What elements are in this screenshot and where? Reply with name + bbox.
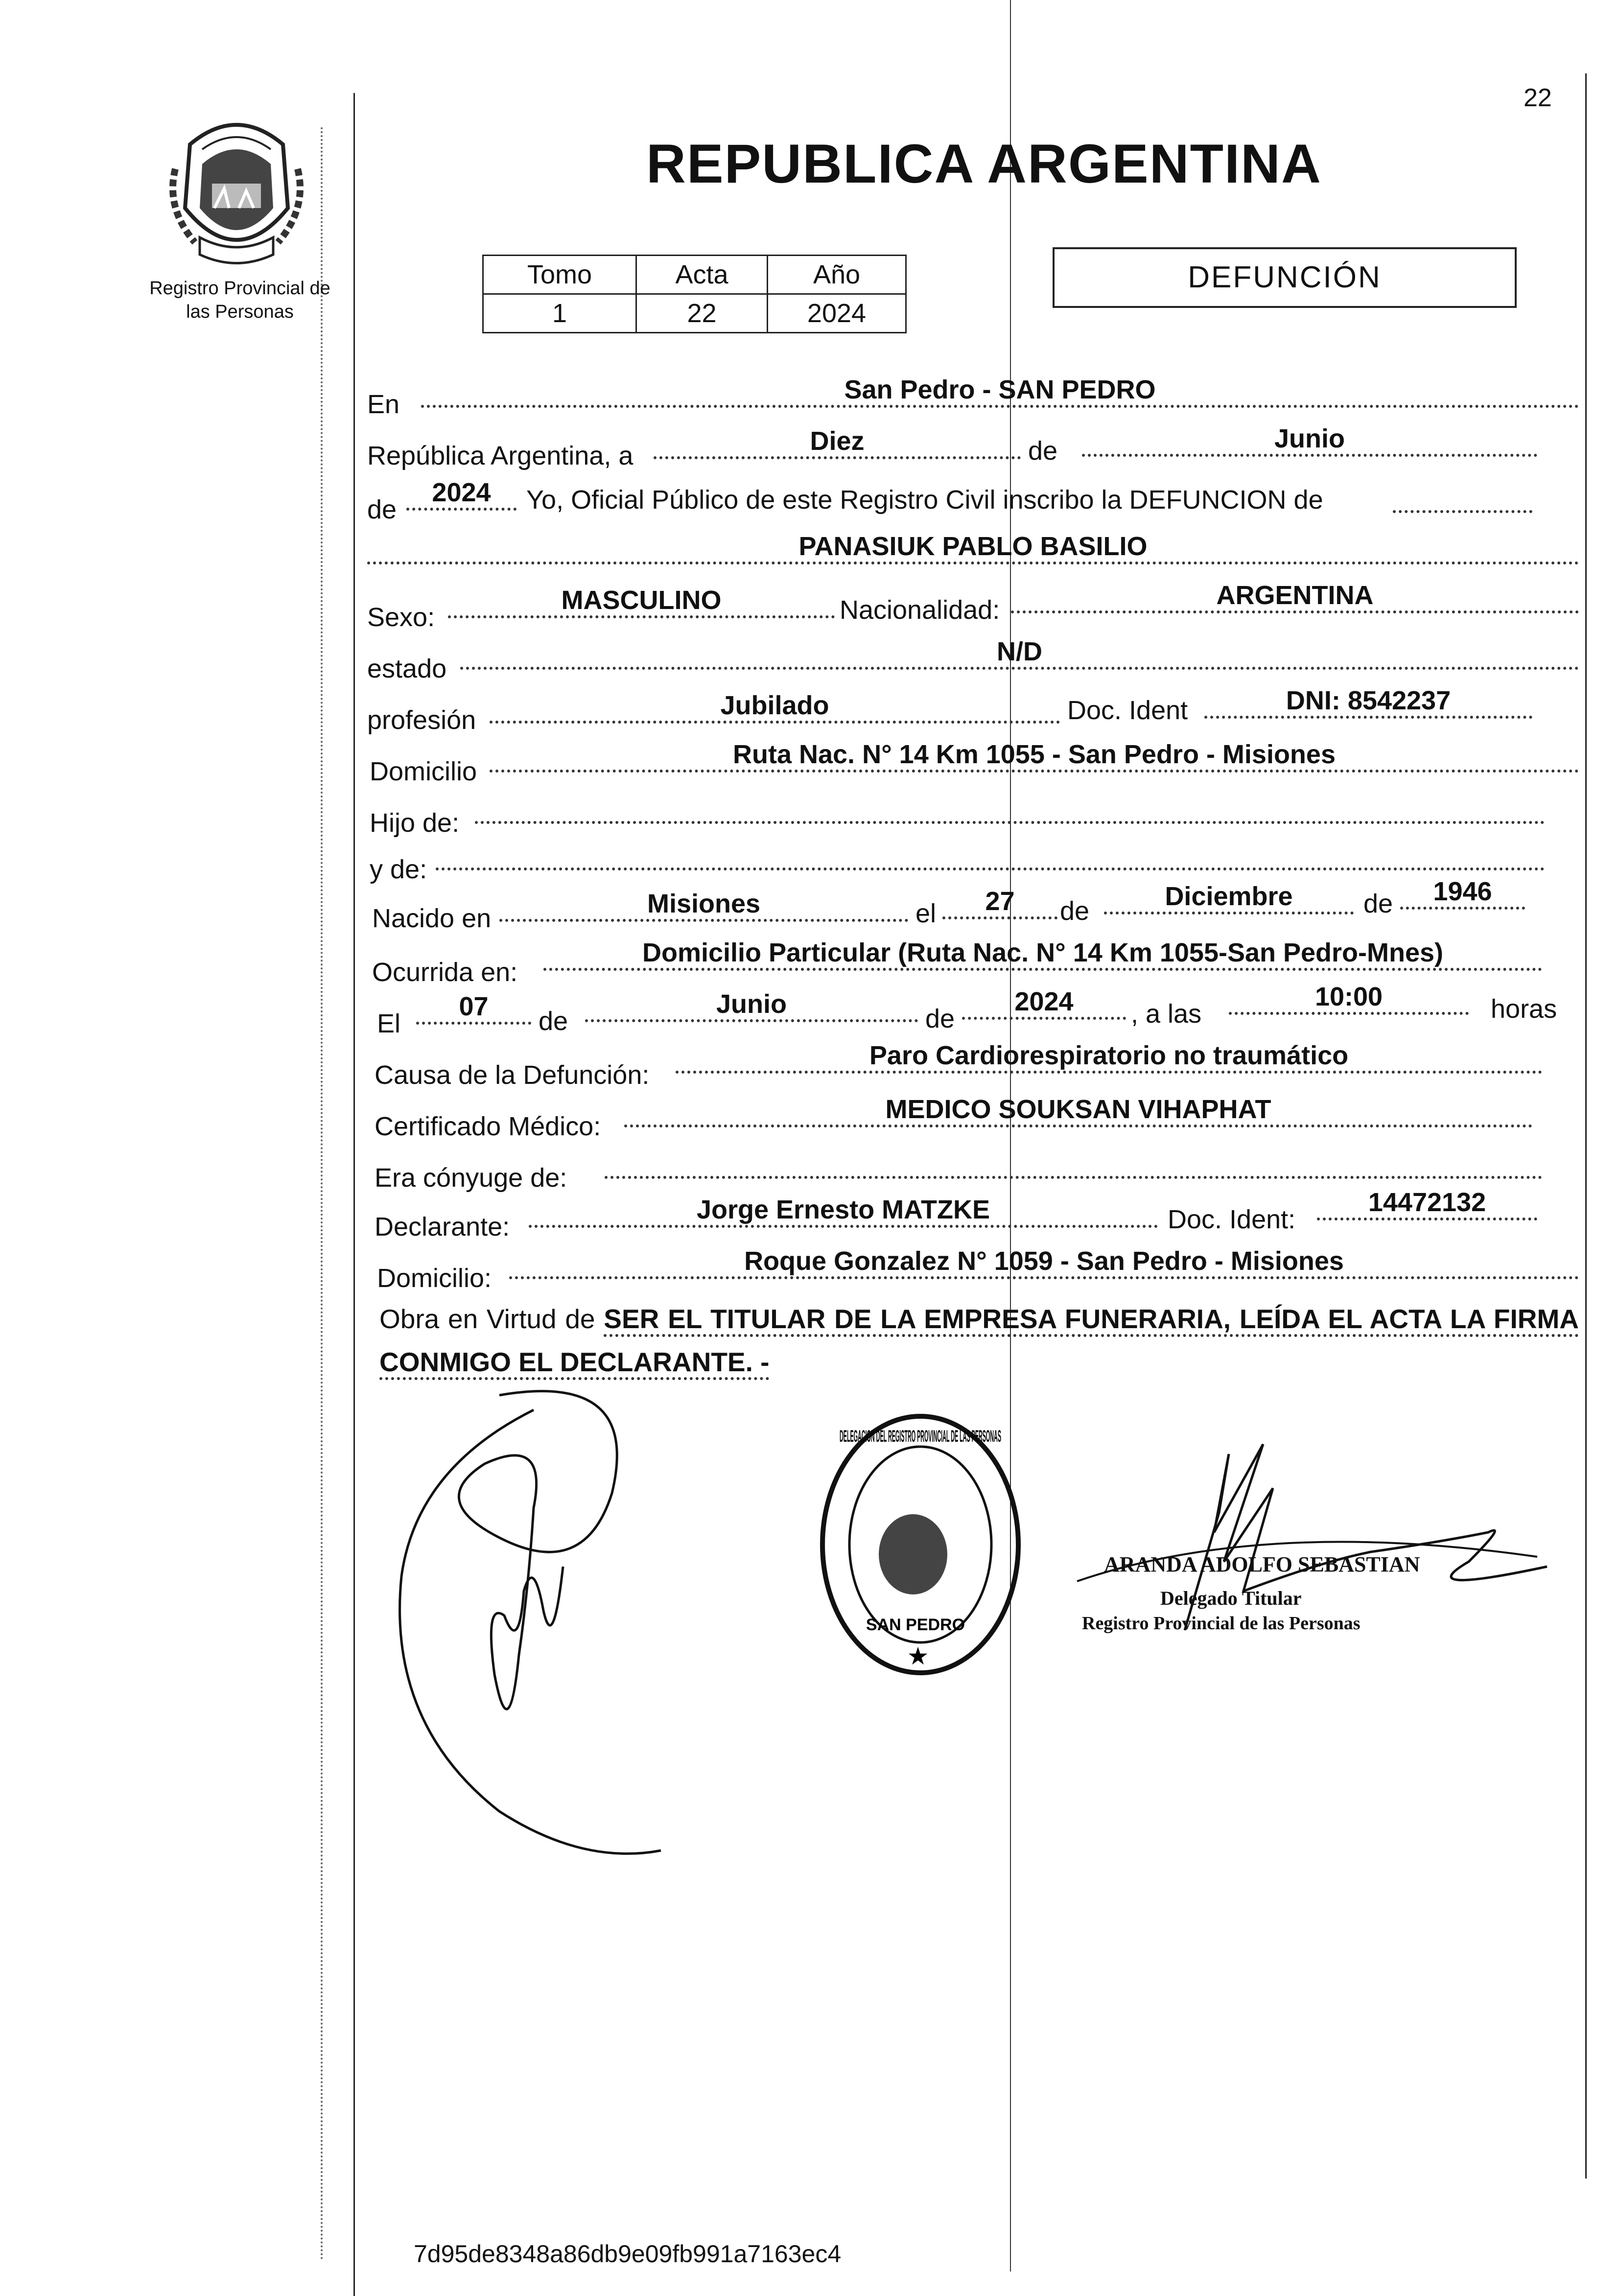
def-dia-field: 07 bbox=[416, 991, 531, 1025]
declarante-field: Jorge Ernesto MATZKE bbox=[529, 1195, 1158, 1228]
right-margin-rule bbox=[1585, 73, 1587, 2179]
oficial-text: Yo, Oficial Público de este Registro Civil inscribo la DEFUNCION de bbox=[526, 485, 1323, 515]
tomo-value: 1 bbox=[483, 294, 636, 333]
doc-label: Doc. Ident bbox=[1067, 696, 1188, 725]
left-margin-rule bbox=[353, 93, 355, 2296]
provincial-seal-icon bbox=[156, 110, 317, 272]
hora-field: 10:00 bbox=[1229, 982, 1469, 1015]
def-anio-field: 2024 bbox=[962, 986, 1126, 1020]
domicilio-label: Domicilio bbox=[370, 757, 477, 786]
de6-label: de bbox=[925, 1004, 955, 1033]
nac-dia-field: 27 bbox=[942, 886, 1057, 919]
de2-label: de bbox=[367, 495, 397, 524]
en-label: En bbox=[367, 390, 400, 419]
registrar-role: Delegado Titular bbox=[1160, 1587, 1302, 1609]
document-title: REPUBLICA ARGENTINA bbox=[646, 133, 1322, 194]
declarant-signature bbox=[387, 1381, 661, 1870]
registrar-name: ARANDA ADOLFO SEBASTIAN bbox=[1104, 1552, 1420, 1576]
obra-label: Obra en Virtud de bbox=[379, 1304, 595, 1334]
certificado-label: Certificado Médico: bbox=[375, 1112, 601, 1141]
de5-label: de bbox=[539, 1007, 568, 1036]
declarante-label: Declarante: bbox=[375, 1212, 510, 1242]
nac-anio-field: 1946 bbox=[1400, 876, 1525, 910]
registrar-org: Registro Provincial de las Personas bbox=[1082, 1613, 1361, 1634]
tomo-header: Tomo bbox=[483, 256, 636, 294]
stamp-ring-text: DELEGACION DEL REGISTRO PROVINCIAL DE LAS PERSONAS bbox=[840, 1427, 1001, 1446]
estado-label: estado bbox=[367, 654, 447, 683]
ocurrida-field: Domicilio Particular (Ruta Nac. N° 14 Km 1055-San Pedro-Mnes) bbox=[543, 937, 1542, 971]
registry-label-line2: las Personas bbox=[186, 302, 294, 322]
ocurrida-label: Ocurrida en: bbox=[372, 958, 518, 987]
domicilio2-label: Domicilio: bbox=[377, 1264, 492, 1293]
nac-mes-field: Diciembre bbox=[1104, 881, 1354, 914]
obra-field: SER EL TITULAR DE LA EMPRESA FUNERARIA, LEÍDA EL ACTA LA FIRMA CONMIGO EL DECLARANTE. - bbox=[379, 1304, 1579, 1380]
yde-field bbox=[436, 837, 1545, 870]
registry-label-line1: Registro Provincial de bbox=[149, 278, 330, 299]
record-type-box: DEFUNCIÓN bbox=[1053, 247, 1517, 308]
hijo-field bbox=[475, 791, 1545, 824]
page-number: 22 bbox=[1524, 84, 1552, 112]
conyuge-label: Era cónyuge de: bbox=[375, 1163, 567, 1193]
domicilio2-field: Roque Gonzalez N° 1059 - San Pedro - Misiones bbox=[509, 1246, 1579, 1279]
doc2-field: 14472132 bbox=[1317, 1187, 1537, 1220]
nacido-field: Misiones bbox=[499, 889, 908, 922]
el-label: el bbox=[915, 899, 937, 928]
anio-value: 2024 bbox=[768, 294, 906, 333]
certificado-field: MEDICO SOUKSAN VIHAPHAT bbox=[624, 1094, 1532, 1127]
sexo-label: Sexo: bbox=[367, 603, 435, 632]
mes-field: Junio bbox=[1082, 423, 1537, 457]
document-hash: 7d95de8348a86db9e09fb991a7163ec4 bbox=[414, 2240, 842, 2268]
anio-header: Año bbox=[768, 256, 906, 294]
registrar-block bbox=[1082, 1552, 1420, 1634]
oficial-tail-field bbox=[1393, 480, 1532, 513]
de3-label: de bbox=[1060, 896, 1090, 926]
yde-label: y de: bbox=[370, 855, 427, 884]
center-fold-line bbox=[1010, 0, 1011, 2272]
obra-en-virtud bbox=[379, 1297, 1579, 1383]
nacido-label: Nacido en bbox=[372, 904, 492, 933]
profesion-field: Jubilado bbox=[490, 690, 1060, 724]
official-stamp bbox=[815, 1407, 1026, 1682]
horas-label: horas bbox=[1491, 994, 1557, 1024]
registry-label bbox=[137, 277, 343, 324]
profesion-label: profesión bbox=[367, 705, 476, 735]
de-label: de bbox=[1028, 436, 1058, 466]
de4-label: de bbox=[1363, 889, 1393, 918]
estado-field: N/D bbox=[460, 636, 1579, 670]
acta-value: 22 bbox=[636, 294, 768, 333]
en-field: San Pedro - SAN PEDRO bbox=[421, 375, 1579, 408]
causa-label: Causa de la Defunción: bbox=[375, 1060, 650, 1090]
domicilio-field: Ruta Nac. N° 14 Km 1055 - San Pedro - Misiones bbox=[490, 739, 1579, 773]
hijo-label: Hijo de: bbox=[370, 808, 460, 838]
stamp-center-text: SAN PEDRO bbox=[866, 1616, 965, 1634]
record-table bbox=[482, 255, 907, 333]
binding-perforation bbox=[321, 127, 323, 2262]
alas-label: , a las bbox=[1131, 999, 1202, 1029]
anio-field: 2024 bbox=[406, 477, 516, 511]
nombre-field: PANASIUK PABLO BASILIO bbox=[367, 531, 1579, 564]
el2-label: El bbox=[377, 1009, 401, 1038]
doc-field: DNI: 8542237 bbox=[1204, 685, 1532, 719]
conyuge-field bbox=[605, 1146, 1542, 1179]
republica-label: República Argentina, a bbox=[367, 441, 634, 470]
nacionalidad-field: ARGENTINA bbox=[1011, 580, 1579, 613]
nacionalidad-label: Nacionalidad: bbox=[840, 595, 1000, 625]
causa-field: Paro Cardiorespiratorio no traumático bbox=[676, 1040, 1542, 1074]
stamp-star-icon: ★ bbox=[907, 1642, 929, 1670]
dia-field: Diez bbox=[654, 426, 1021, 459]
doc2-label: Doc. Ident: bbox=[1168, 1205, 1296, 1234]
def-mes-field: Junio bbox=[585, 989, 918, 1022]
sexo-field: MASCULINO bbox=[448, 585, 835, 618]
acta-header: Acta bbox=[636, 256, 768, 294]
